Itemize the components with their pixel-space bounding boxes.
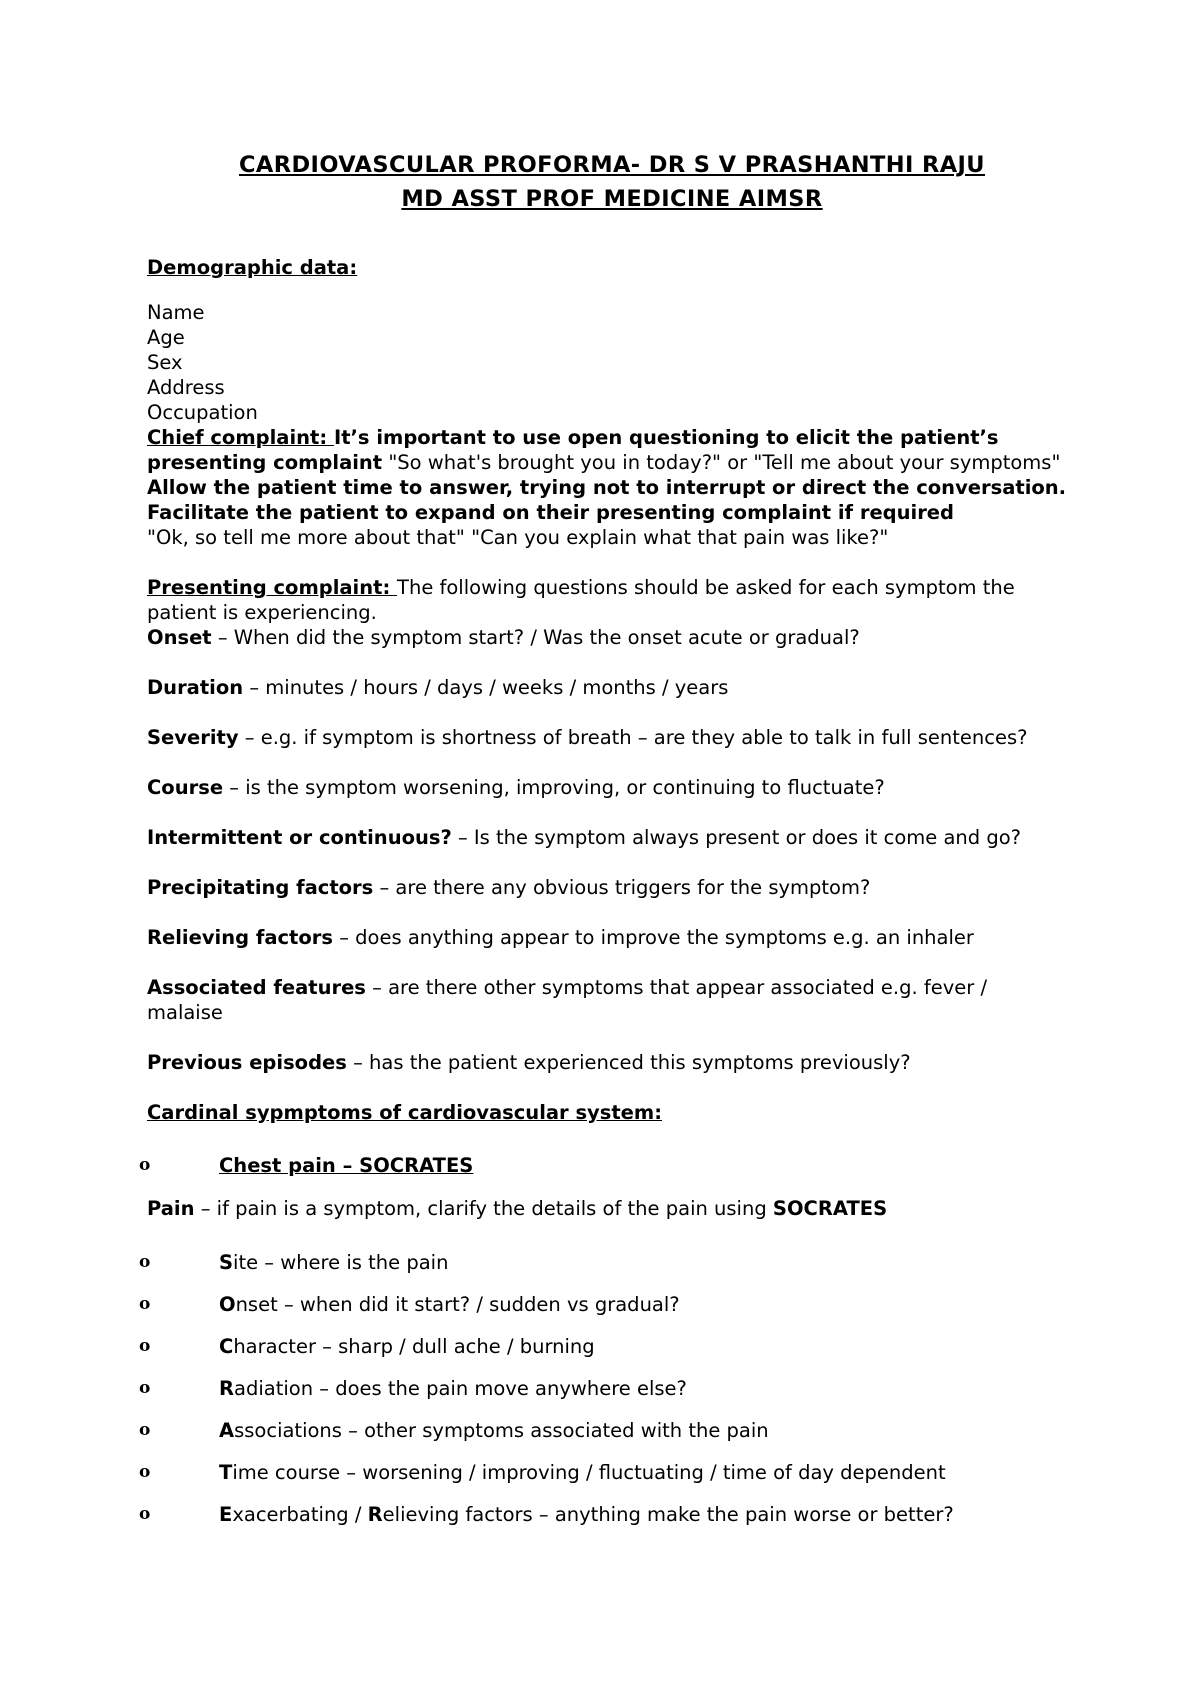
item-term: Previous episodes xyxy=(147,1051,347,1074)
socrates-text: haracter – sharp / dull ache / burning xyxy=(233,1335,595,1358)
item-course xyxy=(147,775,1077,801)
presenting-complaint-intro: The following questions should be asked for each symptom the xyxy=(397,576,1015,599)
item-precipitating xyxy=(147,875,1077,901)
item-desc: – e.g. if symptom is shortness of breath – are they able to talk in full sentences? xyxy=(238,726,1028,749)
item-term: Associated features xyxy=(147,976,366,999)
item-previous xyxy=(147,1050,1077,1076)
presenting-complaint-heading: Presenting complaint: xyxy=(147,576,398,599)
item-desc: – When did the symptom start? / Was the onset acute or gradual? xyxy=(211,626,860,649)
chief-complaint-bold: presenting complaint xyxy=(147,451,383,474)
item-term: Precipitating factors xyxy=(147,876,374,899)
chief-complaint-line-4: Facilitate the patient to expand on their presenting complaint if required xyxy=(147,501,954,524)
pain-line xyxy=(147,1196,1077,1222)
item-term: Severity xyxy=(147,726,239,749)
demographic-field-age: Age xyxy=(147,326,185,349)
item-desc: – are there other symptoms that appear associated e.g. fever / xyxy=(365,976,988,999)
item-intermittent xyxy=(147,825,1077,851)
socrates-letter-2: R xyxy=(367,1503,383,1526)
chest-pain-heading: Chest pain – SOCRATES xyxy=(219,1154,474,1177)
item-associated xyxy=(147,975,1077,1001)
item-desc: – are there any obvious triggers for the symptom? xyxy=(373,876,871,899)
item-desc: – minutes / hours / days / weeks / months / years xyxy=(243,676,729,699)
pain-desc: – if pain is a symptom, clarify the details of the pain using xyxy=(194,1197,773,1220)
document-title xyxy=(147,148,1077,216)
socrates-letter: E xyxy=(219,1503,233,1526)
socrates-text: ite – where is the pain xyxy=(233,1251,449,1274)
socrates-text: xacerbating / xyxy=(232,1503,368,1526)
item-term: Duration xyxy=(147,676,244,699)
bullet-icon: o xyxy=(139,1252,151,1272)
chief-complaint-text: It’s important to use open questioning to elicit the patient’s xyxy=(333,426,999,449)
socrates-letter: O xyxy=(219,1293,236,1316)
demographic-field-occupation: Occupation xyxy=(147,401,258,424)
item-term: Onset xyxy=(147,626,212,649)
bullet-icon: o xyxy=(139,1462,151,1482)
socrates-letter: T xyxy=(219,1461,233,1484)
socrates-text: ssociations – other symptoms associated with the pain xyxy=(234,1419,769,1442)
demographic-field-name: Name xyxy=(147,301,205,324)
item-duration xyxy=(147,675,1077,701)
chief-complaint-line-2 xyxy=(147,450,1077,476)
title-line-1: CARDIOVASCULAR PROFORMA- DR S V PRASHANTHI RAJU xyxy=(239,152,985,178)
cardinal-heading: Cardinal sypmptoms of cardiovascular system: xyxy=(147,1101,663,1124)
bullet-icon: o xyxy=(139,1294,151,1314)
bullet-icon: o xyxy=(139,1420,151,1440)
demographic-field-sex: Sex xyxy=(147,351,183,374)
title-line-2: MD ASST PROF MEDICINE AIMSR xyxy=(401,186,823,212)
chief-complaint-heading: Chief complaint: xyxy=(147,426,334,449)
item-term: Course xyxy=(147,776,224,799)
pain-acronym: SOCRATES xyxy=(772,1197,888,1220)
pain-term: Pain xyxy=(147,1197,195,1220)
socrates-text: nset – when did it start? / sudden vs gradual? xyxy=(235,1293,680,1316)
item-desc: – has the patient experienced this symptoms previously? xyxy=(346,1051,911,1074)
bullet-icon: o xyxy=(139,1378,151,1398)
demographic-field-address: Address xyxy=(147,376,225,399)
chief-complaint-line-5: "Ok, so tell me more about that" "Can you explain what that pain was like?" xyxy=(147,526,889,549)
chief-complaint-line-3: Allow the patient time to answer, trying not to interrupt or direct the conversation. xyxy=(147,476,1067,499)
item-associated-cont: malaise xyxy=(147,1001,223,1024)
bullet-icon: o xyxy=(139,1155,151,1175)
demographic-heading: Demographic data: xyxy=(147,256,358,279)
socrates-letter: S xyxy=(219,1251,234,1274)
presenting-complaint-line-1 xyxy=(147,575,1077,601)
socrates-text: adiation – does the pain move anywhere else? xyxy=(234,1377,687,1400)
bullet-icon: o xyxy=(139,1336,151,1356)
item-desc: – does anything appear to improve the symptoms e.g. an inhaler xyxy=(333,926,974,949)
item-severity xyxy=(147,725,1077,751)
item-onset xyxy=(147,625,1077,651)
item-desc: – is the symptom worsening, improving, or continuing to fluctuate? xyxy=(223,776,885,799)
socrates-letter: C xyxy=(219,1335,234,1358)
socrates-text: ime course – worsening / improving / fluctuating / time of day dependent xyxy=(232,1461,946,1484)
item-term: Relieving factors xyxy=(147,926,334,949)
item-term: Intermittent or continuous? xyxy=(147,826,452,849)
socrates-letter: A xyxy=(219,1419,235,1442)
chief-complaint-line-1 xyxy=(147,425,1077,451)
socrates-letter: R xyxy=(219,1377,235,1400)
socrates-text-2: elieving factors – anything make the pain worse or better? xyxy=(382,1503,954,1526)
item-desc: – Is the symptom always present or does it come and go? xyxy=(451,826,1022,849)
presenting-complaint-line-2: patient is experiencing. xyxy=(147,601,377,624)
chief-complaint-example: "So what's brought you in today?" or "Tell me about your symptoms" xyxy=(382,451,1061,474)
bullet-icon: o xyxy=(139,1504,151,1524)
item-relieving xyxy=(147,925,1077,951)
